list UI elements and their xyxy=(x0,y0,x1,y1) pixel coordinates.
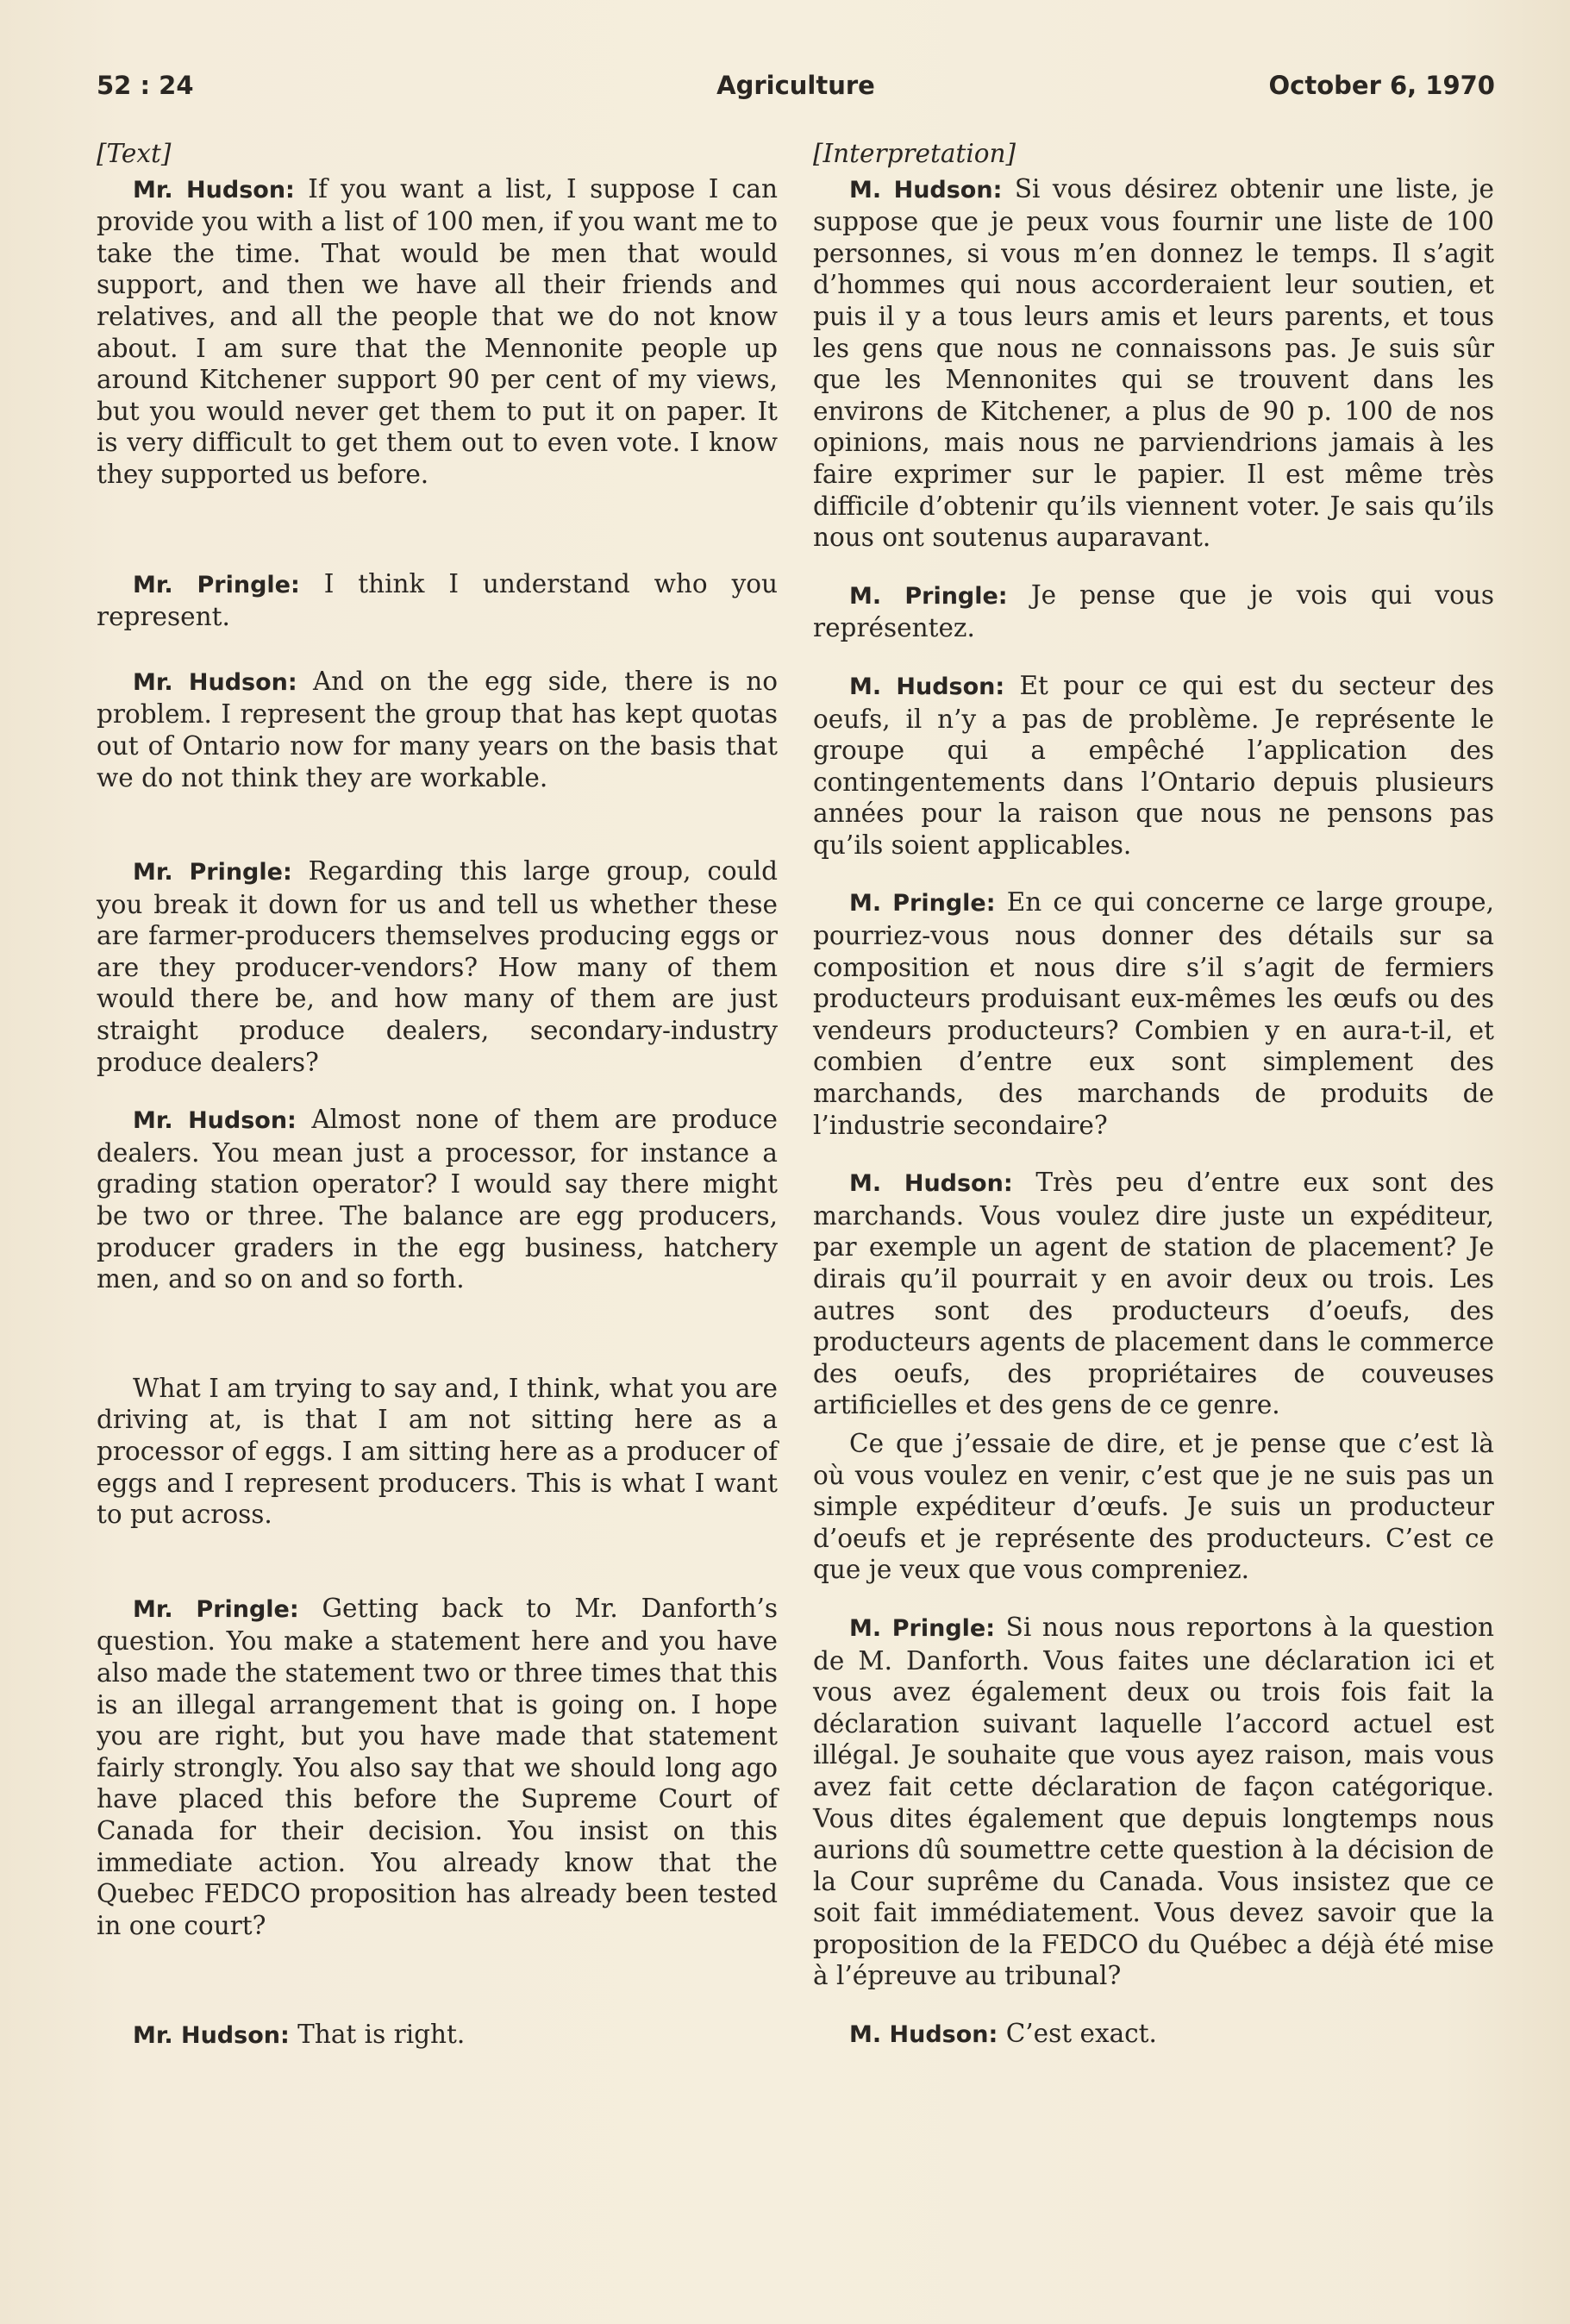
paragraph-text: And on the egg side, there is no problem. I represent the group that has kept quotas out of Ontario now for many years on the basis that we do not think they are workable. xyxy=(97,666,778,792)
speaker-name: M. Hudson: xyxy=(849,176,1003,204)
speaker-name: Mr. Pringle: xyxy=(133,859,292,886)
paragraph xyxy=(97,568,778,633)
page-number: 52 : 24 xyxy=(97,71,194,100)
paragraph xyxy=(813,1167,1494,1421)
paragraph-text: If you want a list, I suppose I can provide you with a list of 100 men, if you want me to take the time. That would be men that would support, and then we have all their friends and relatives, and all the people that we do not know about. I am sure that the Mennonite people up around Kitchener support 90 per cent of my views, but you would never get them to put it on paper. It is very difficult to get them out to even vote. I know they supported us before. xyxy=(97,173,778,489)
paragraph-text: C’est exact. xyxy=(1005,2019,1157,2049)
speaker-name: Mr. Hudson: xyxy=(133,2022,290,2050)
paragraph-text: Almost none of them are produce dealers. You mean just a processor, for instance a grading station operator? I would say there might be two or three. The balance are egg producers, producer graders in the egg business, hatchery men, and so on and so forth. xyxy=(97,1105,778,1294)
english-column xyxy=(97,138,778,2052)
speaker-name: M. Pringle: xyxy=(849,890,996,918)
paragraph-text: Si nous nous reportons à la question de M. Danforth. Vous faites une déclaration ici et vous avez également deux ou trois fois fait la déclaration suivant laquelle l’accord actuel est illégal. Je souhaite que vous ayez raison, mais vous avez fait cette déclaration de façon catégorique. Vous dites également que depuis longtemps nous aurions dû soumettre cette question à la décision de la Cour suprême du Canada. Vous insistez que ce soit fait immédiatement. Vous devez savoir que la proposition de la FEDCO du Québec a déjà été mise à l’épreuve au tribunal? xyxy=(813,1612,1495,1991)
paragraph-text: What I am trying to say and, I think, what you are driving at, is that I am not sitting here as a processor of eggs. I am sitting here as a producer of eggs and I represent producers. This is what I want to put across. xyxy=(97,1373,778,1530)
speaker-name: Mr. Hudson: xyxy=(133,1107,297,1135)
header-date: October 6, 1970 xyxy=(1268,71,1495,100)
speaker-name: Mr. Pringle: xyxy=(133,1595,299,1623)
paragraph xyxy=(813,173,1494,554)
paragraph xyxy=(97,1104,778,1295)
speaker-name: M. Hudson: xyxy=(849,1170,1013,1198)
paragraph xyxy=(813,579,1494,644)
paragraph-text: Getting back to Mr. Danforth’s question. You make a statement here and you have also made the statement two or three times that this is an illegal arrangement that is going on. I hope you are right, but you have made that statement fairly strongly. You also say that we should long ago have placed this before the Supreme Court of Canada for their decision. You insist on this immediate action. You already know that the Quebec FEDCO proposition has already been tested in one court? xyxy=(97,1593,778,1940)
paragraph xyxy=(813,670,1494,861)
paragraph-text: Si vous désirez obtenir une liste, je suppose que je peux vous fournir une liste de 100 personnes, si vous m’en donnez le temps. Il s’agit d’hommes qui nous accorderaient leur soutien, et puis il y a tous leurs amis et leurs parents, et tous les gens que nous ne connaissons pas. Je suis sûr que les Mennonites qui se trouvent dans les environs de Kitchener, a plus de 90 p. 100 de nos opinions, mais nous ne parviendrions jamais à les faire exprimer sur le papier. Il est même très difficile d’obtenir qu’ils viennent voter. Je sais qu’ils nous ont soutenus auparavant. xyxy=(813,173,1494,553)
paragraph-text: Regarding this large group, could you break it down for us and tell us whether these are farmer-producers themselves producing eggs or are they producer-vendors? How many of them would there be, and how many of them are just straight produce dealers, secondary-industry produce dealers? xyxy=(97,856,778,1077)
paragraph xyxy=(813,1612,1494,1992)
speaker-name: M. Pringle: xyxy=(849,1614,996,1642)
paragraph-text: I think I understand who you represent. xyxy=(97,568,779,632)
paragraph xyxy=(97,666,778,793)
paragraph xyxy=(97,1593,778,1942)
paragraph xyxy=(813,886,1494,1141)
section-label-interpretation: [Interpretation] xyxy=(813,139,1016,168)
french-column xyxy=(813,138,1494,2052)
paragraph xyxy=(97,2019,778,2052)
paragraph-text: Et pour ce qui est du secteur des oeufs, il n’y a pas de problème. Je représente le groupe qui a empêché l’application des contingentements dans l’Ontario depuis plusieurs années pour la raison que nous ne pensons pas qu’ils soient applicables. xyxy=(813,670,1494,860)
paragraph-text: Ce que j’essaie de dire, et je pense que c’est là où vous voulez en venir, c’est que je ne suis pas un simple expéditeur d’œufs. Je suis un producteur d’oeufs et je représente des producteurs. C’est ce que je veux que vous compreniez. xyxy=(813,1428,1494,1585)
speaker-name: M. Hudson: xyxy=(849,2021,998,2049)
section-label-text: [Text] xyxy=(97,139,172,168)
paragraph xyxy=(813,1428,1494,1586)
paragraph xyxy=(97,855,778,1078)
committee-title: Agriculture xyxy=(716,71,875,100)
speaker-name: Mr. Pringle: xyxy=(133,571,300,598)
paragraph-text: That is right. xyxy=(297,2020,466,2050)
paragraph-text: En ce qui concerne ce large groupe, pourriez-vous nous donner des détails sur sa composition et nous dire s’il s’agit de fermiers producteurs produisant eux-mêmes les œufs ou des vendeurs producteurs? Combien y en aura-t-il, et combien d’entre eux sont simplement des marchands, des marchands de produits de l’industrie secondaire? xyxy=(813,887,1495,1140)
paragraph-text: Je pense que je vois qui vous représentez. xyxy=(813,579,1494,643)
speaker-name: Mr. Hudson: xyxy=(133,176,295,204)
speaker-name: M. Pringle: xyxy=(849,582,1008,610)
paragraph xyxy=(813,2018,1494,2052)
speaker-name: Mr. Hudson: xyxy=(133,668,297,696)
paragraph xyxy=(97,173,778,491)
paragraph xyxy=(97,1373,778,1531)
page-header xyxy=(97,71,1495,114)
paragraph-text: Très peu d’entre eux sont des marchands. Vous voulez dire juste un expéditeur, par exemple un agent de station de placement? Je dirais qu’il pourrait y en avoir deux ou trois. Les autres sont des producteurs d’oeufs, des producteurs agents de placement dans le commerce des oeufs, des propriétaires de couveuses artificielles et des gens de ce genre. xyxy=(813,1168,1494,1420)
speaker-name: M. Hudson: xyxy=(849,673,1005,700)
